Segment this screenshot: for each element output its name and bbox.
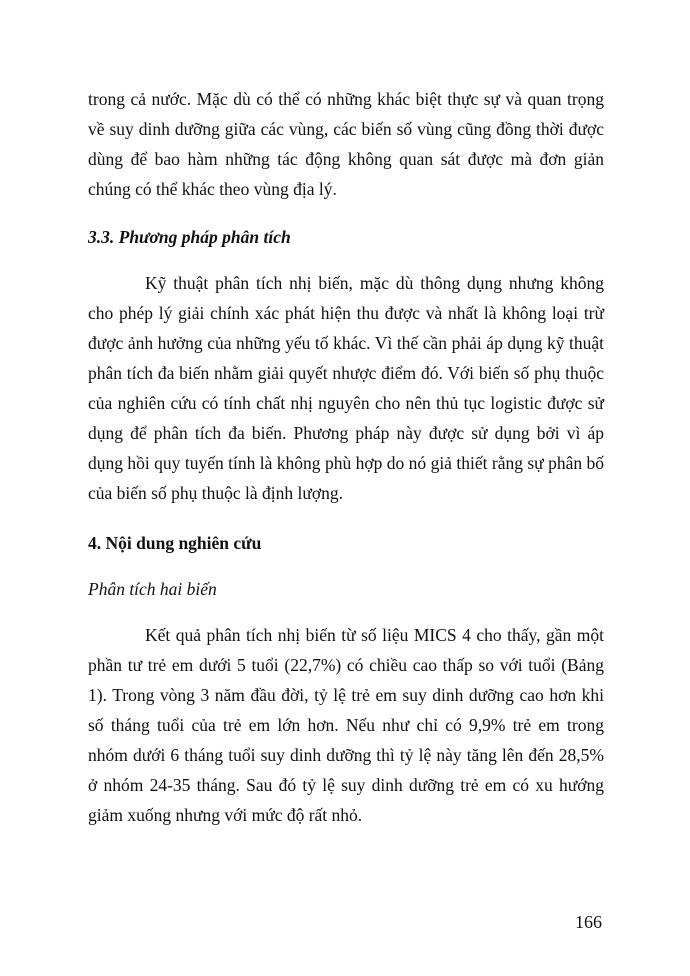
paragraph-analysis-method: Kỹ thuật phân tích nhị biến, mặc dù thông dụng nhưng không cho phép lý giải chính xác phát hiện thu được và nhất là không loại trừ được ảnh hưởng của những yếu tố khác. Vì thế cần phải áp dụng kỹ thuật phân tích đa biến nhằm giải quyết nhược điểm đó. Với biến số phụ thuộc của nghiên cứu có tính chất nhị nguyên cho nên thủ tục logistic được sử dụng để phân tích đa biến. Phương pháp này được sử dụng bởi vì áp dụng hồi quy tuyến tính là không phù hợp do nó giả thiết rằng sự phân bố của biến số phụ thuộc là định lượng. xyxy=(88,273,604,503)
paragraph-region-variables: trong cả nước. Mặc dù có thể có những khác biệt thực sự và quan trọng về suy dinh dưỡng giữa các vùng, các biến số vùng cũng đồng thời được dùng để bao hàm những tác động không quan sát được mà đơn giản chúng có thể khác theo vùng địa lý. xyxy=(88,89,604,199)
paragraph-bivariate-results: Kết quả phân tích nhị biến từ số liệu MICS 4 cho thấy, gần một phần tư trẻ em dưới 5 tuổi (22,7%) có chiều cao thấp so với tuổi (Bảng 1). Trong vòng 3 năm đầu đời, tỷ lệ trẻ em suy dinh dưỡng cao hơn khi số tháng tuổi của trẻ em lớn hơn. Nếu như chỉ có 9,9% trẻ em trong nhóm dưới 6 tháng tuổi suy dinh dưỡng thì tỷ lệ này tăng lên đến 28,5% ở nhóm 24-35 tháng. Sau đó tỷ lệ suy dinh dưỡng trẻ em có xu hướng giảm xuống nhưng với mức độ rất nhỏ. xyxy=(88,625,604,825)
page-text-block xyxy=(88,84,604,844)
section-heading-4: 4. Nội dung nghiên cứu xyxy=(88,533,262,553)
page-number: 166 xyxy=(575,912,602,932)
subheading-bivariate-analysis: Phân tích hai biến xyxy=(88,579,217,599)
section-heading-3-3: 3.3. Phương pháp phân tích xyxy=(88,227,291,247)
